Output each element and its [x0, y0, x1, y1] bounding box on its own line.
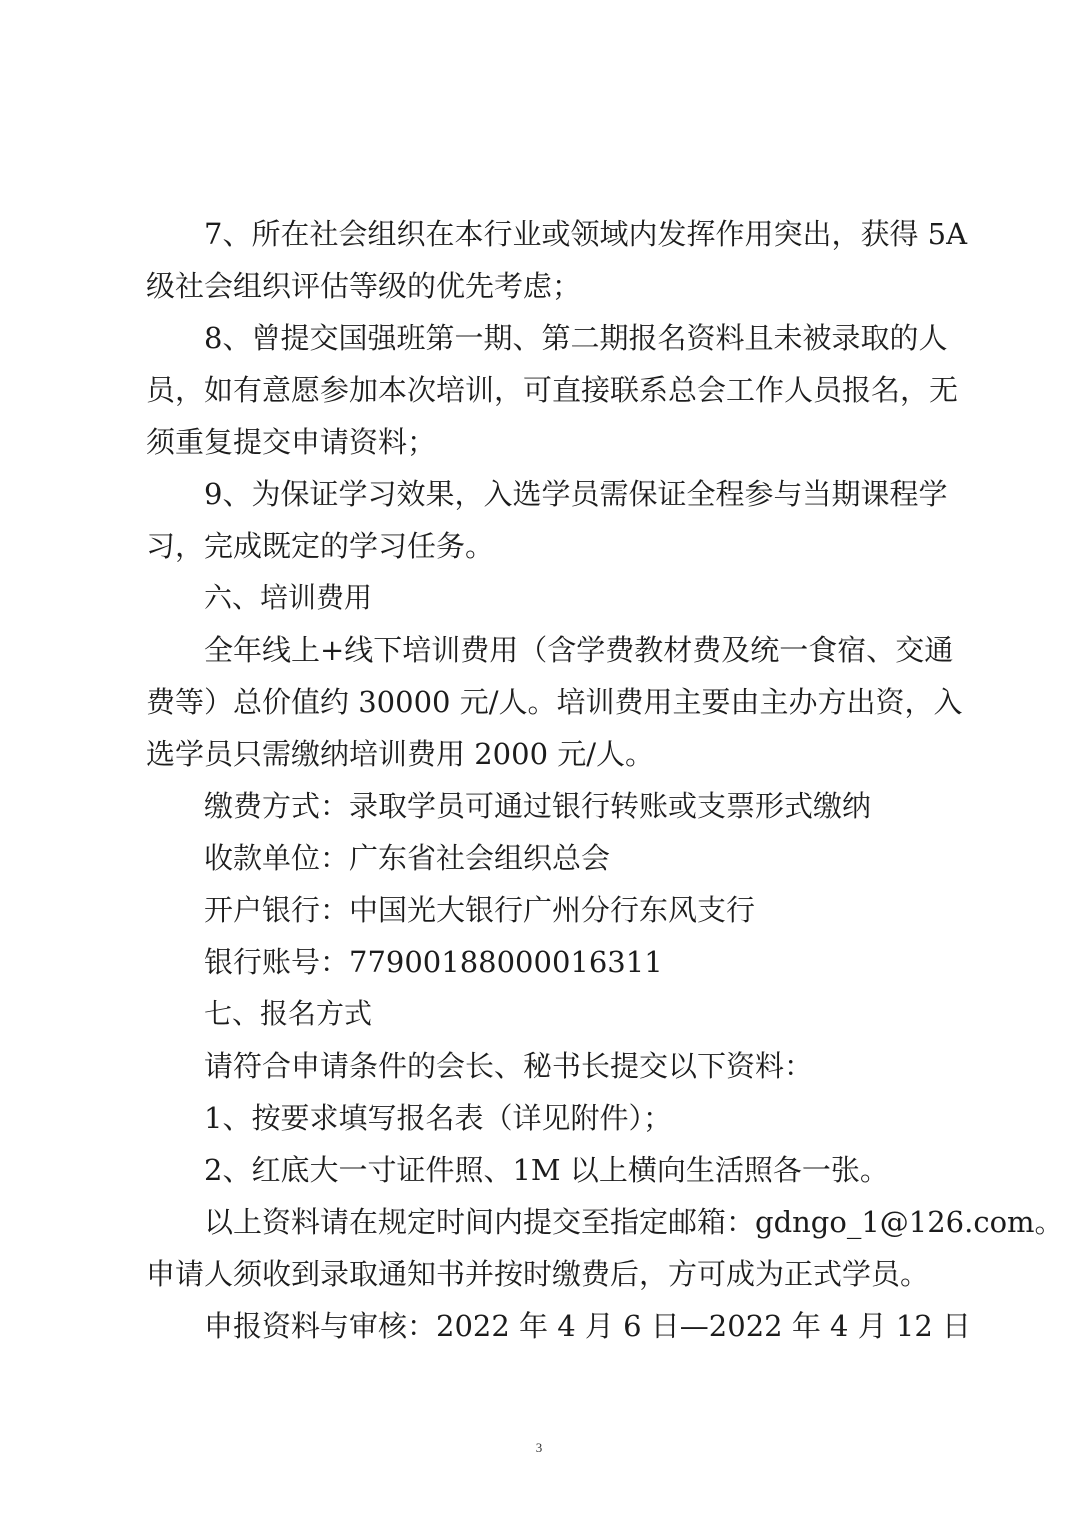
text-line: 级社会组织评估等级的优先考虑；	[146, 269, 582, 303]
text-line: 习，完成既定的学习任务。	[146, 529, 495, 563]
text-line: 7、所在社会组织在本行业或领域内发挥作用突出，获得 5A	[204, 217, 968, 251]
text-line: 8、曾提交国强班第一期、第二期报名资料且未被录取的人	[204, 321, 948, 355]
text-line: 申请人须收到录取通知书并按时缴费后，方可成为正式学员。	[146, 1257, 930, 1291]
list-item: 2、红底大一寸证件照、1M 以上横向生活照各一张。	[204, 1153, 889, 1187]
payee: 收款单位：广东省社会组织总会	[204, 841, 611, 875]
text-line: 选学员只需缴纳培训费用 2000 元/人。	[146, 737, 655, 771]
text-line: 费等）总价值约 30000 元/人。培训费用主要由主办方出资，入	[146, 685, 963, 719]
section-heading: 七、报名方式	[204, 997, 373, 1030]
page-number: 3	[535, 1440, 543, 1455]
application-dates: 申报资料与审核：2022 年 4 月 6 日—2022 年 4 月 12 日	[204, 1309, 972, 1343]
payment-method: 缴费方式：录取学员可通过银行转账或支票形式缴纳	[204, 789, 872, 823]
bank-account: 银行账号：77900188000016311	[204, 945, 663, 979]
text-line: 9、为保证学习效果，入选学员需保证全程参与当期课程学	[204, 477, 948, 511]
list-item: 1、按要求填写报名表（详见附件）；	[204, 1101, 672, 1135]
text-line: 员，如有意愿参加本次培训，可直接联系总会工作人员报名，无	[146, 373, 959, 407]
submission-email: 以上资料请在规定时间内提交至指定邮箱：gdngo_1@126.com。	[204, 1205, 1064, 1239]
text-line: 请符合申请条件的会长、秘书长提交以下资料：	[204, 1049, 814, 1083]
text-line: 须重复提交申请资料；	[146, 425, 437, 459]
section-heading: 六、培训费用	[204, 581, 373, 614]
text-line: 全年线上+线下培训费用（含学费教材费及统一食宿、交通	[204, 633, 954, 667]
bank-name: 开户银行：中国光大银行广州分行东风支行	[204, 893, 756, 927]
